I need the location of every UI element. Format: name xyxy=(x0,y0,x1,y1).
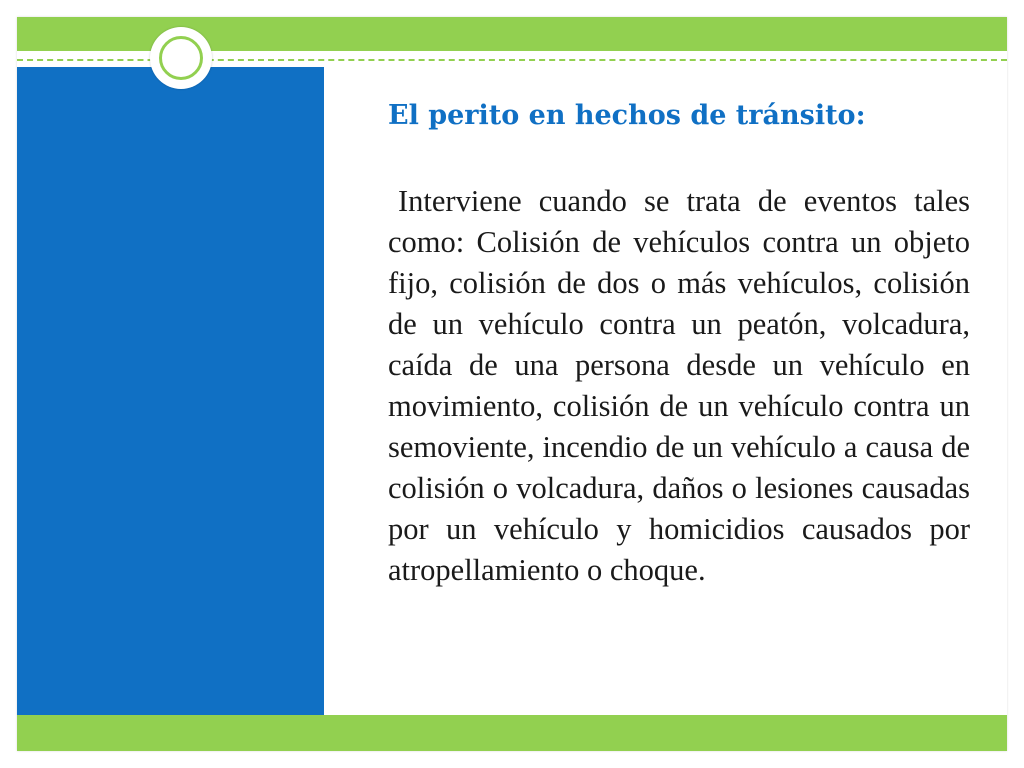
ring-inner-circle xyxy=(159,36,203,80)
slide-content xyxy=(388,98,970,708)
ring-icon xyxy=(150,27,212,89)
slide-body-text: Interviene cuando se trata de eventos tales como: Colisión de vehículos contra un objeto fijo, colisión de dos o más vehículos, colisión de un vehículo contra un peatón, volcadura, caída de una persona desde un vehículo en movimiento, colisión de un vehículo contra un semoviente, incendio de un vehículo a causa de colisión o volcadura, daños o lesiones causadas por un vehículo y homicidios causados por atropellamiento o choque. xyxy=(388,184,970,588)
slide-title: El perito en hechos de tránsito: xyxy=(388,100,866,131)
left-blue-panel xyxy=(17,67,324,715)
bottom-green-band xyxy=(17,715,1007,751)
